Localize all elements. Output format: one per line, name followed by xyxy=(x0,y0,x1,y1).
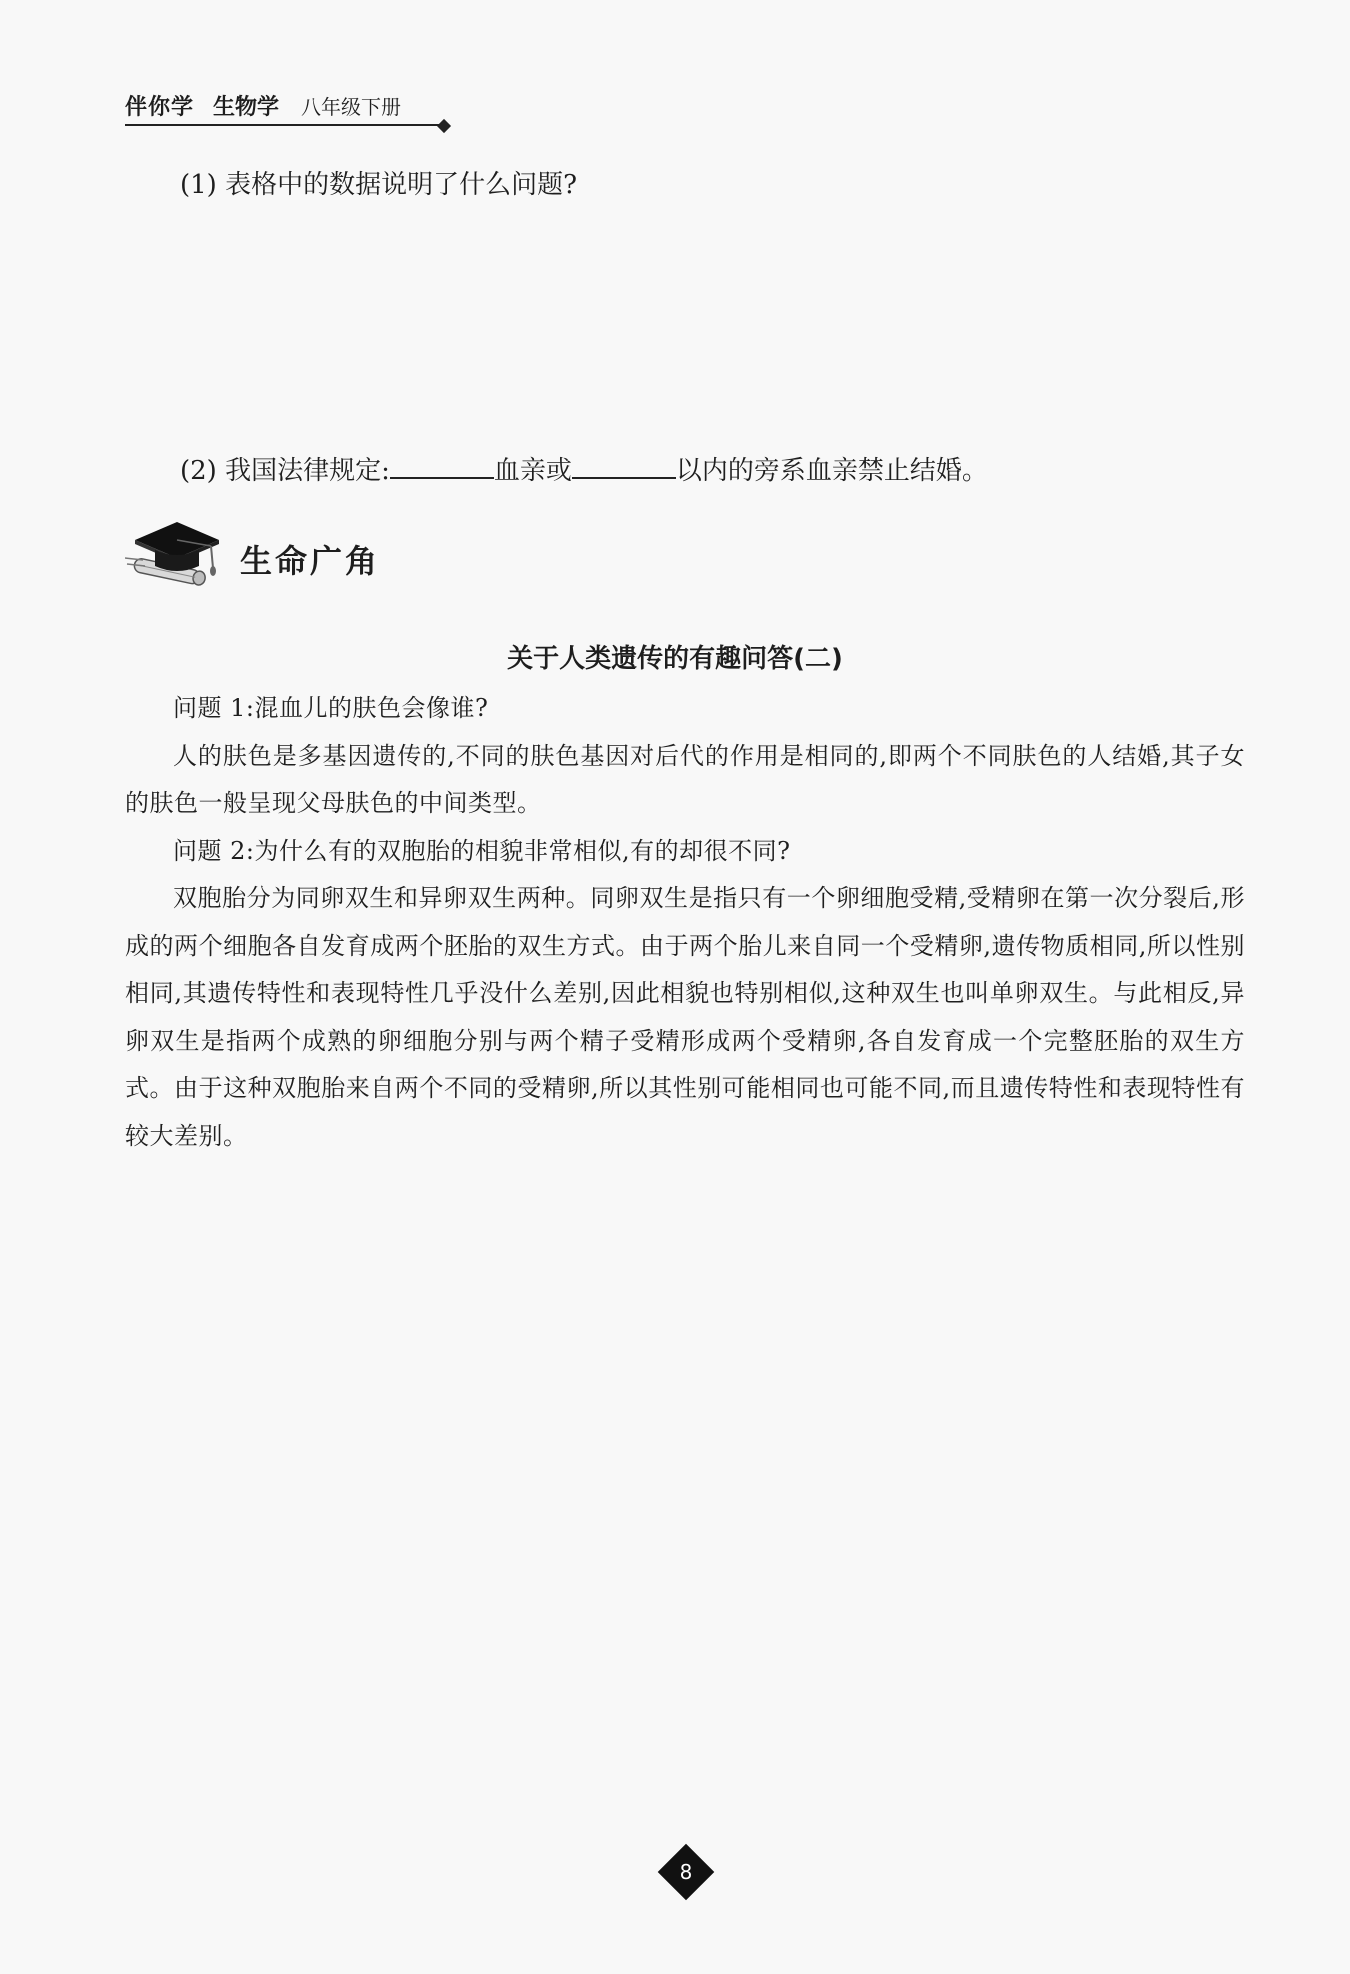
answer-1-paragraph: 人的肤色是多基因遗传的,不同的肤色基因对后代的作用是相同的,即两个不同肤色的人结婚,其子女的肤色一般呈现父母肤色的中间类型。 xyxy=(125,741,1245,817)
answer-2-paragraph: 双胞胎分为同卵双生和异卵双生两种。同卵双生是指只有一个卵细胞受精,受精卵在第一次分裂后,形成的两个细胞各自发育成两个胚胎的双生方式。由于两个胎儿来自同一个受精卵,遗传物质相同,所以性别相同,其遗传特性和表现特性几乎没什么差别,因此相貌也特别相似,这种双生也叫单卵双生。与此相反,异卵双生是指两个成熟的卵细胞分别与两个精子受精形成两个受精卵,各自发育成一个完整胚胎的双生方式。由于这种双胞胎来自两个不同的受精卵,所以其性别可能相同也可能不同,而且遗传特性和表现特性有较大差别。 xyxy=(125,884,1245,1150)
question-2-middle: 血亲或 xyxy=(493,456,572,486)
graduation-cap-icon xyxy=(125,516,225,596)
question-2-heading: 问题 2:为什么有的双胞胎的相貌非常相似,有的却很不同? xyxy=(173,836,791,865)
answer-blank-2[interactable] xyxy=(572,455,676,479)
question-2 xyxy=(180,450,988,487)
header-brand: 伴你学 xyxy=(125,95,195,120)
header-diamond-ornament xyxy=(437,119,451,133)
header-grade: 八年级下册 xyxy=(301,95,401,119)
question-1-heading: 问题 1:混血儿的肤色会像谁? xyxy=(173,694,489,722)
question-1: (1) 表格中的数据说明了什么问题? xyxy=(180,170,578,200)
page-number: 8 xyxy=(679,1860,693,1884)
question-2-prefix: (2) 我国法律规定: xyxy=(180,456,390,486)
header-subject: 生物学 xyxy=(213,95,280,120)
article-title: 关于人类遗传的有趣问答(二) xyxy=(507,644,843,674)
section-title: 生命广角 xyxy=(240,542,381,580)
page-header xyxy=(125,88,440,126)
article-body xyxy=(125,685,1245,1160)
question-2-suffix: 以内的旁系血亲禁止结婚。 xyxy=(675,456,988,486)
answer-blank-1[interactable] xyxy=(390,455,494,479)
